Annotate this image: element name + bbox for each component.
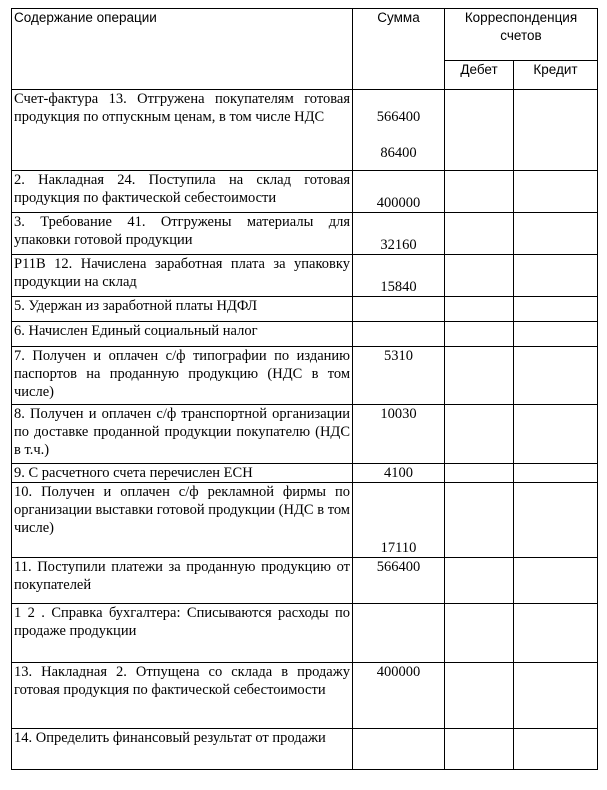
table-row <box>12 483 598 558</box>
debit-cell <box>445 322 514 347</box>
amount-value <box>353 297 445 322</box>
operation-description: 8. Получен и оплачен с/ф транспортной организации по доставке проданной продукции покупателю (НДС в т.ч.) <box>12 405 353 464</box>
amount-vat-value: 86400 <box>380 145 417 161</box>
operation-description: 5. Удержан из заработной платы НДФЛ <box>12 297 353 322</box>
amount-value: 15840 <box>353 255 445 297</box>
debit-cell <box>445 347 514 405</box>
credit-cell <box>514 213 598 255</box>
operation-description: 2. Накладная 24. Поступила на склад готовая продукция по фактической себестоимости <box>12 171 353 213</box>
debit-cell <box>445 483 514 558</box>
amount-value <box>353 322 445 347</box>
credit-cell <box>514 558 598 604</box>
operation-description: 13. Накладная 2. Отпущена со склада в продажу готовая продукция по фактической себестоимости <box>12 663 353 729</box>
credit-cell <box>514 464 598 483</box>
table-row <box>12 729 598 770</box>
credit-cell <box>514 729 598 770</box>
operation-description: 14. Определить финансовый результат от продажи <box>12 729 353 770</box>
amount-value <box>353 604 445 663</box>
table-row <box>12 213 598 255</box>
operation-description: Счет-фактура 13. Отгружена покупателям готовая продукция по отпускным ценам, в том числе НДС <box>12 90 353 171</box>
table-row <box>12 663 598 729</box>
debit-cell <box>445 213 514 255</box>
credit-cell <box>514 663 598 729</box>
table-row <box>12 558 598 604</box>
amount-value: 4100 <box>353 464 445 483</box>
table-row <box>12 604 598 663</box>
table-row <box>12 405 598 464</box>
amount-value: 400000 <box>353 171 445 213</box>
debit-cell <box>445 558 514 604</box>
header-amount: Сумма <box>353 9 445 90</box>
debit-cell <box>445 90 514 171</box>
amount-value: 400000 <box>353 663 445 729</box>
debit-cell <box>445 255 514 297</box>
accounting-operations-table <box>11 8 598 770</box>
operation-description: 7. Получен и оплачен с/ф типографии по изданию паспортов на проданную продукцию (НДС в том числе) <box>12 347 353 405</box>
header-credit: Кредит <box>514 61 598 90</box>
operation-description: 1 2 . Справка бухгалтера: Списываются расходы по продаже продукции <box>12 604 353 663</box>
amount-value: 566400 <box>353 558 445 604</box>
amount-cell <box>353 90 445 171</box>
header-operation: Содержание операции <box>12 9 353 90</box>
credit-cell <box>514 604 598 663</box>
operation-description: 10. Получен и оплачен с/ф рекламной фирмы по организации выставки готовой продукции (НДС в том числе) <box>12 483 353 558</box>
debit-cell <box>445 464 514 483</box>
credit-cell <box>514 255 598 297</box>
table-row <box>12 90 598 171</box>
header-correspondence: Корреспонденция счетов <box>445 9 598 61</box>
credit-cell <box>514 297 598 322</box>
credit-cell <box>514 347 598 405</box>
operation-description: Р11В 12. Начислена заработная плата за упаковку продукции на склад <box>12 255 353 297</box>
operation-description: 11. Поступили платежи за проданную продукцию от покупателей <box>12 558 353 604</box>
operation-description: 6. Начислен Единый социальный налог <box>12 322 353 347</box>
debit-cell <box>445 663 514 729</box>
amount-value: 32160 <box>353 213 445 255</box>
credit-cell <box>514 171 598 213</box>
operation-description: 9. С расчетного счета перечислен ЕСН <box>12 464 353 483</box>
amount-value: 17110 <box>353 483 445 558</box>
amount-value: 10030 <box>353 405 445 464</box>
table-row <box>12 464 598 483</box>
credit-cell <box>514 322 598 347</box>
operation-description: 3. Требование 41. Отгружены материалы для упаковки готовой продукции <box>12 213 353 255</box>
credit-cell <box>514 483 598 558</box>
amount-value: 5310 <box>353 347 445 405</box>
table-row <box>12 322 598 347</box>
table-row <box>12 171 598 213</box>
debit-cell <box>445 405 514 464</box>
debit-cell <box>445 171 514 213</box>
debit-cell <box>445 729 514 770</box>
header-debit: Дебет <box>445 61 514 90</box>
credit-cell <box>514 90 598 171</box>
table-row <box>12 347 598 405</box>
amount-value: 566400 <box>376 109 421 125</box>
table-row <box>12 255 598 297</box>
credit-cell <box>514 405 598 464</box>
debit-cell <box>445 297 514 322</box>
table-row <box>12 297 598 322</box>
amount-value <box>353 729 445 770</box>
debit-cell <box>445 604 514 663</box>
